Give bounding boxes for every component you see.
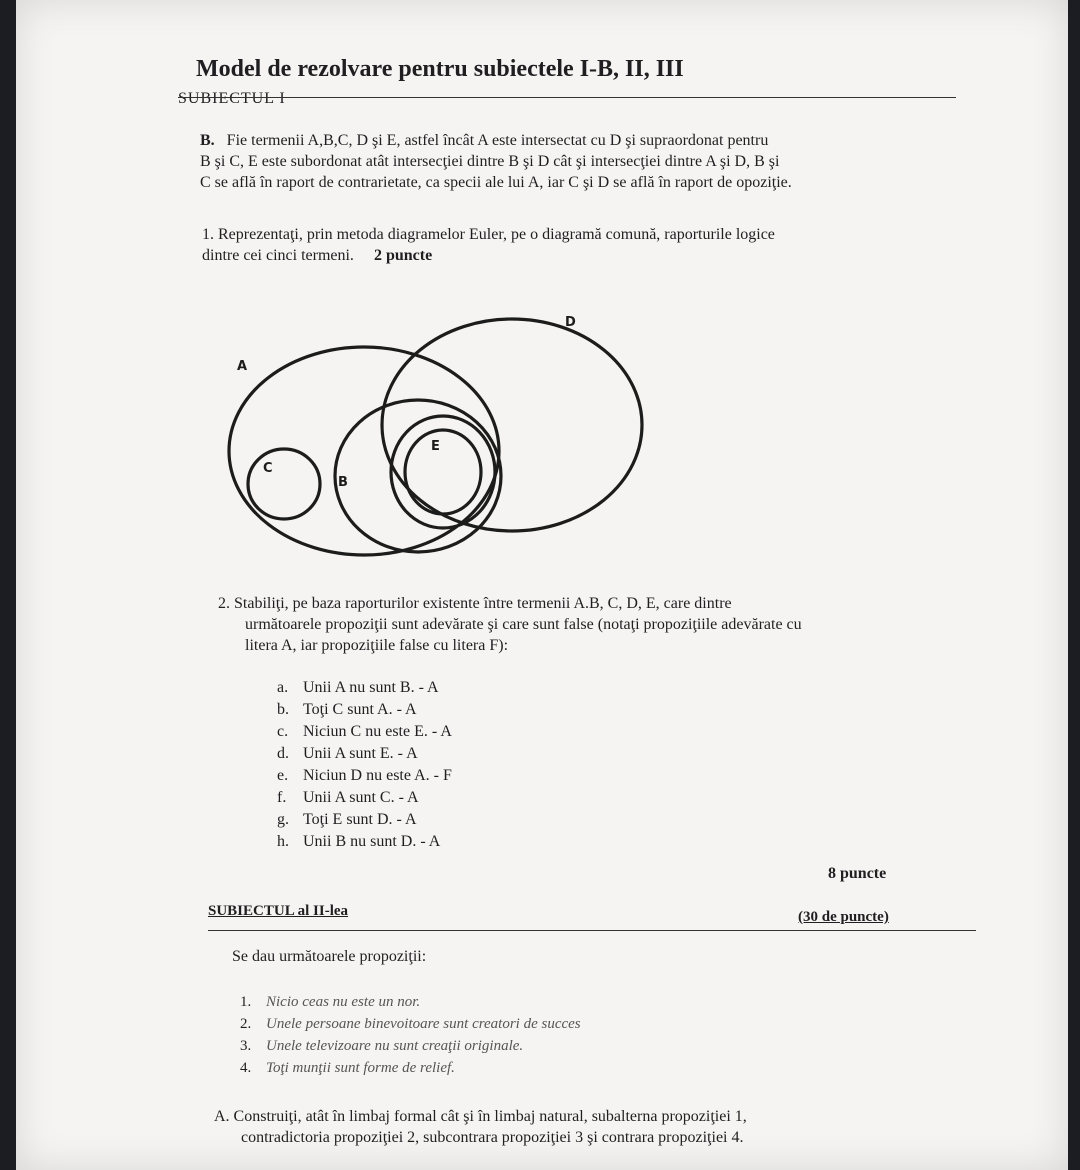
list-item: h. Unii B nu sunt D. - A xyxy=(277,833,441,850)
answers-list xyxy=(277,677,452,853)
circle-e-inner xyxy=(405,430,481,514)
part-b-line: B şi C, E este subordonat atât intersecţiei dintre B şi D cât şi intersecţiei dintre A şi D, B şi xyxy=(200,153,780,170)
section-2-intro: Se dau următoarele propoziţii: xyxy=(232,948,427,965)
label-e: E xyxy=(431,439,440,454)
label-d: D xyxy=(565,315,576,330)
list-item: 1. Nicio ceas nu este un nor. xyxy=(240,994,421,1010)
section-2-points: (30 de puncte) xyxy=(798,909,889,925)
part-b-line: C se află în raport de contrarietate, ca specii ale lui A, iar C şi D se află în raport de opoziţie. xyxy=(200,174,792,191)
propositions-list xyxy=(240,991,581,1079)
section-heading-subiect-2: SUBIECTUL al II-lea xyxy=(208,903,349,919)
question-2-line: 2. Stabiliţi, pe baza raporturilor existente între termenii A.B, C, D, E, care dintre xyxy=(218,595,732,612)
label-c: C xyxy=(263,461,273,476)
question-1-line: dintre cei cinci termeni. xyxy=(202,247,354,264)
part-b-label: B. xyxy=(200,132,215,149)
question-1-points: 2 puncte xyxy=(373,247,433,264)
list-item: a. Unii A nu sunt B. - A xyxy=(277,679,439,696)
question-2-line: următoarele propoziţii sunt adevărate şi care sunt false (notaţi propoziţiile adevărate cu xyxy=(245,616,802,633)
label-a: A xyxy=(237,359,248,374)
task-a-line: contradictoria propoziţiei 2, subcontrara propoziţiei 3 şi contrara propoziţiei 4. xyxy=(241,1129,744,1146)
page-title: Model de rezolvare pentru subiectele I-B, II, III xyxy=(196,56,684,82)
section-heading-subiect-1: SUBIECTUL I xyxy=(178,90,286,107)
question-2-points: 8 puncte xyxy=(828,865,887,882)
section-2-rule xyxy=(208,930,976,931)
question-2 xyxy=(218,593,802,656)
list-item: g. Toţi E sunt D. - A xyxy=(277,811,417,828)
list-item: b. Toţi C sunt A. - A xyxy=(277,701,417,718)
list-item: 2. Unele persoane binevoitoare sunt creatori de succes xyxy=(240,1016,581,1032)
list-item: 3. Unele televizoare nu sunt creaţii originale. xyxy=(240,1038,524,1054)
list-item: c. Niciun C nu este E. - A xyxy=(277,723,452,740)
list-item: d. Unii A sunt E. - A xyxy=(277,745,418,762)
question-2-line: litera A, iar propoziţiile false cu litera F): xyxy=(245,637,509,654)
task-a xyxy=(214,1106,747,1148)
circle-d xyxy=(382,319,642,531)
list-item: f. Unii A sunt C. - A xyxy=(277,789,419,806)
list-item: 4. Toţi munţii sunt forme de relief. xyxy=(240,1060,455,1076)
task-a-line: A. Construiţi, atât în limbaj formal cât şi în limbaj natural, subalterna propoziţiei 1, xyxy=(214,1108,747,1125)
circle-c xyxy=(248,449,320,519)
part-b-line: Fie termenii A,B,C, D şi E, astfel încât A este intersectat cu D şi supraordonat pentru xyxy=(226,132,769,149)
question-1-line: 1. Reprezentaţi, prin metoda diagramelor Euler, pe o diagramă comună, raporturile logice xyxy=(202,226,775,243)
list-item: e. Niciun D nu este A. - F xyxy=(277,767,452,784)
label-b: B xyxy=(338,475,348,490)
